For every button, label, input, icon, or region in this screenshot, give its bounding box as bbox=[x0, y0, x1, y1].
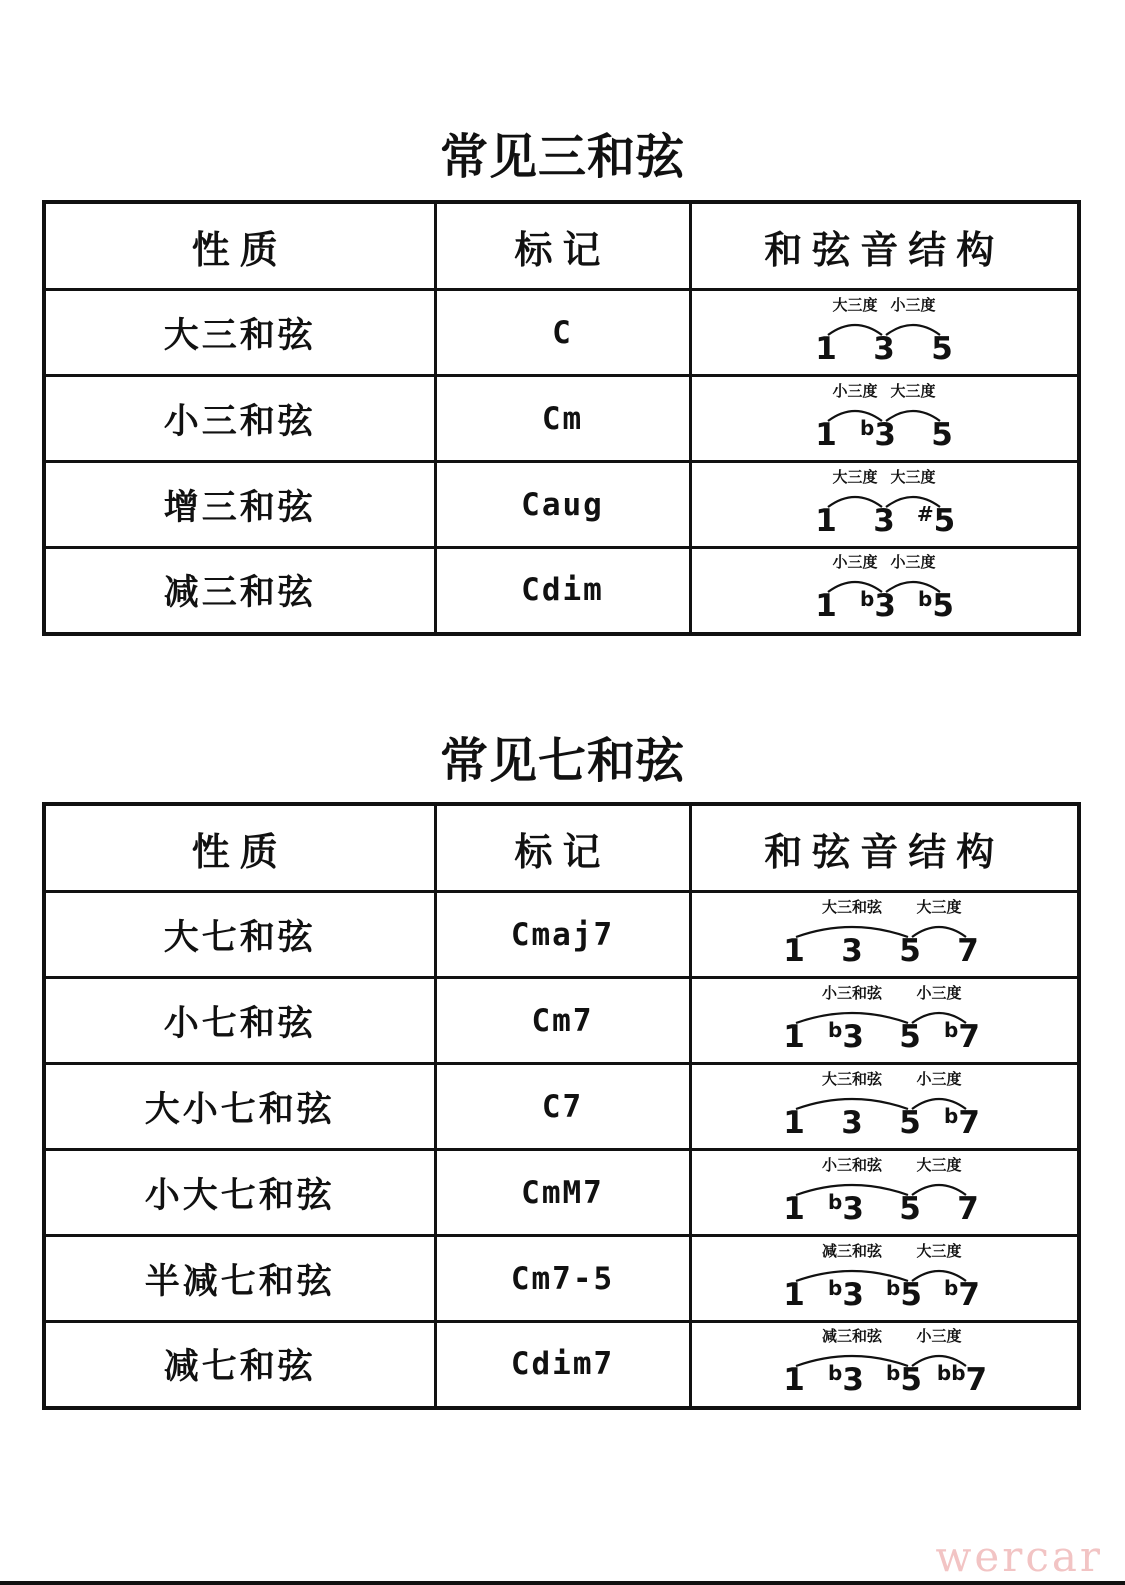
note-degree: 5 bbox=[899, 1018, 922, 1055]
interval-label: 小三度 bbox=[916, 1327, 962, 1346]
degree-number: 3 bbox=[874, 588, 897, 625]
structure-diagram bbox=[804, 379, 964, 459]
table-row bbox=[44, 376, 1079, 462]
note-degree: 5 bbox=[899, 1104, 922, 1141]
chord-name: 小七和弦 bbox=[44, 978, 435, 1064]
degree-number: 7 bbox=[965, 1362, 988, 1399]
degree-number: 3 bbox=[842, 1190, 865, 1227]
interval-label: 小三度 bbox=[832, 553, 878, 572]
note-degree: 7 bbox=[957, 1190, 980, 1227]
structure-diagram bbox=[774, 1153, 994, 1233]
interval-label: 小三度 bbox=[890, 553, 936, 572]
interval-label: 小三度 bbox=[916, 983, 962, 1002]
interval-label: 小三度 bbox=[890, 295, 936, 314]
table-row bbox=[44, 462, 1079, 548]
structure-diagram bbox=[774, 1067, 994, 1147]
interval-label: 大三度 bbox=[890, 467, 936, 486]
interval-label: 大三度 bbox=[916, 897, 962, 916]
table-row bbox=[44, 1150, 1079, 1236]
chord-name: 小大七和弦 bbox=[44, 1150, 435, 1236]
accidental: # bbox=[917, 501, 934, 526]
accidental: b bbox=[886, 1361, 901, 1386]
header-mark: 标记 bbox=[435, 202, 690, 290]
note-degree: 3 bbox=[841, 1104, 864, 1141]
degree-number: 3 bbox=[874, 416, 897, 453]
chord-structure bbox=[690, 376, 1079, 462]
interval-label: 大三度 bbox=[890, 381, 936, 400]
note-degree: 1 bbox=[815, 330, 838, 367]
note-degree bbox=[917, 502, 955, 539]
structure-diagram bbox=[804, 293, 964, 373]
interval-label: 减三和弦 bbox=[822, 1327, 883, 1346]
chord-mark: Cm7-5 bbox=[435, 1236, 690, 1322]
interval-label: 小三度 bbox=[916, 1069, 962, 1088]
chord-structure bbox=[690, 1150, 1079, 1236]
structure-diagram bbox=[774, 1239, 994, 1319]
chord-mark: Caug bbox=[435, 462, 690, 548]
chord-mark: C7 bbox=[435, 1064, 690, 1150]
note-degree: 5 bbox=[931, 416, 954, 453]
sevenths-title: 常见七和弦 bbox=[439, 733, 685, 789]
chord-structure bbox=[690, 1236, 1079, 1322]
note-degree: 1 bbox=[783, 1190, 806, 1227]
chord-structure bbox=[690, 462, 1079, 548]
chord-name: 大三和弦 bbox=[44, 290, 435, 376]
table-row bbox=[44, 1064, 1079, 1150]
header-quality: 性质 bbox=[44, 804, 435, 892]
degree-number: 5 bbox=[900, 1276, 923, 1313]
chord-structure bbox=[690, 892, 1079, 978]
degree-number: 3 bbox=[842, 1018, 865, 1055]
note-degree: 1 bbox=[783, 932, 806, 969]
structure-diagram bbox=[804, 465, 964, 545]
chord-name: 半减七和弦 bbox=[44, 1236, 435, 1322]
header-quality: 性质 bbox=[44, 202, 435, 290]
note-degree: 1 bbox=[783, 1018, 806, 1055]
note-degree: 1 bbox=[783, 1104, 806, 1141]
accidental: b bbox=[828, 1361, 843, 1386]
accidental: bb bbox=[937, 1361, 966, 1386]
interval-label: 大三度 bbox=[916, 1155, 962, 1174]
note-degree: 1 bbox=[815, 502, 838, 539]
interval-label: 大三度 bbox=[832, 467, 878, 486]
accidental: b bbox=[828, 1275, 843, 1300]
header-structure: 和弦音结构 bbox=[690, 202, 1079, 290]
interval-label: 大三和弦 bbox=[822, 897, 883, 916]
accidental: b bbox=[860, 587, 875, 612]
accidental: b bbox=[828, 1017, 843, 1042]
note-degree: 3 bbox=[873, 502, 896, 539]
note-degree: 1 bbox=[783, 1362, 806, 1399]
chord-mark: CmM7 bbox=[435, 1150, 690, 1236]
table-row bbox=[44, 290, 1079, 376]
interval-label: 小三度 bbox=[832, 381, 878, 400]
interval-label: 小三和弦 bbox=[822, 1155, 883, 1174]
note-degree: 1 bbox=[815, 416, 838, 453]
degree-number: 5 bbox=[933, 502, 956, 539]
degree-number: 7 bbox=[958, 1018, 981, 1055]
degree-number: 7 bbox=[958, 1104, 981, 1141]
degree-number: 3 bbox=[842, 1276, 865, 1313]
chord-mark: Cdim7 bbox=[435, 1322, 690, 1408]
structure-diagram bbox=[774, 1324, 994, 1404]
accidental: b bbox=[944, 1275, 959, 1300]
note-degree bbox=[828, 1361, 864, 1398]
accidental: b bbox=[944, 1103, 959, 1128]
table-row bbox=[44, 1322, 1079, 1408]
watermark: wercar bbox=[935, 1532, 1103, 1581]
note-degree bbox=[886, 1361, 922, 1398]
interval-label: 大三和弦 bbox=[822, 1069, 883, 1088]
interval-label: 大三度 bbox=[832, 295, 878, 314]
sevenths-header-row bbox=[44, 804, 1079, 892]
chord-structure bbox=[690, 1322, 1079, 1408]
bottom-divider bbox=[0, 1581, 1125, 1585]
table-row bbox=[44, 978, 1079, 1064]
note-degree: 1 bbox=[783, 1276, 806, 1313]
accidental: b bbox=[944, 1017, 959, 1042]
table-row bbox=[44, 892, 1079, 978]
chord-structure bbox=[690, 548, 1079, 634]
note-degree bbox=[918, 587, 954, 624]
interval-label: 大三度 bbox=[916, 1241, 962, 1260]
chord-structure bbox=[690, 978, 1079, 1064]
chord-structure bbox=[690, 1064, 1079, 1150]
degree-number: 7 bbox=[958, 1276, 981, 1313]
sevenths-table bbox=[42, 802, 1081, 1410]
degree-number: 3 bbox=[842, 1362, 865, 1399]
note-degree: 3 bbox=[841, 932, 864, 969]
note-degree bbox=[828, 1190, 864, 1227]
note-degree: 5 bbox=[899, 932, 922, 969]
chord-structure bbox=[690, 290, 1079, 376]
table-row bbox=[44, 1236, 1079, 1322]
triads-table bbox=[42, 200, 1081, 636]
chord-name: 减七和弦 bbox=[44, 1322, 435, 1408]
header-structure: 和弦音结构 bbox=[690, 804, 1079, 892]
structure-diagram bbox=[774, 981, 994, 1061]
table-row bbox=[44, 548, 1079, 634]
chord-name: 小三和弦 bbox=[44, 376, 435, 462]
chord-mark: Cm bbox=[435, 376, 690, 462]
note-degree bbox=[860, 416, 896, 453]
note-degree: 5 bbox=[931, 330, 954, 367]
chord-mark: C bbox=[435, 290, 690, 376]
accidental: b bbox=[886, 1275, 901, 1300]
interval-label: 减三和弦 bbox=[822, 1241, 883, 1260]
note-degree bbox=[944, 1018, 980, 1055]
note-degree bbox=[944, 1104, 980, 1141]
accidental: b bbox=[860, 415, 875, 440]
note-degree bbox=[828, 1018, 864, 1055]
degree-number: 5 bbox=[900, 1362, 923, 1399]
degree-number: 5 bbox=[932, 588, 955, 625]
note-degree: 5 bbox=[899, 1190, 922, 1227]
structure-diagram bbox=[804, 550, 964, 630]
chord-name: 减三和弦 bbox=[44, 548, 435, 634]
accidental: b bbox=[828, 1189, 843, 1214]
chord-name: 增三和弦 bbox=[44, 462, 435, 548]
triads-header-row bbox=[44, 202, 1079, 290]
chord-mark: Cm7 bbox=[435, 978, 690, 1064]
note-degree bbox=[886, 1276, 922, 1313]
header-mark: 标记 bbox=[435, 804, 690, 892]
chord-mark: Cdim bbox=[435, 548, 690, 634]
structure-diagram bbox=[774, 895, 994, 975]
chord-name: 大小七和弦 bbox=[44, 1064, 435, 1150]
note-degree bbox=[828, 1276, 864, 1313]
note-degree: 1 bbox=[815, 588, 838, 625]
note-degree: 7 bbox=[957, 932, 980, 969]
note-degree bbox=[944, 1276, 980, 1313]
note-degree bbox=[860, 587, 896, 624]
note-degree bbox=[937, 1361, 987, 1398]
accidental: b bbox=[918, 587, 933, 612]
triads-title: 常见三和弦 bbox=[439, 129, 685, 185]
chord-name: 大七和弦 bbox=[44, 892, 435, 978]
chord-mark: Cmaj7 bbox=[435, 892, 690, 978]
note-degree: 3 bbox=[873, 330, 896, 367]
interval-label: 小三和弦 bbox=[822, 983, 883, 1002]
